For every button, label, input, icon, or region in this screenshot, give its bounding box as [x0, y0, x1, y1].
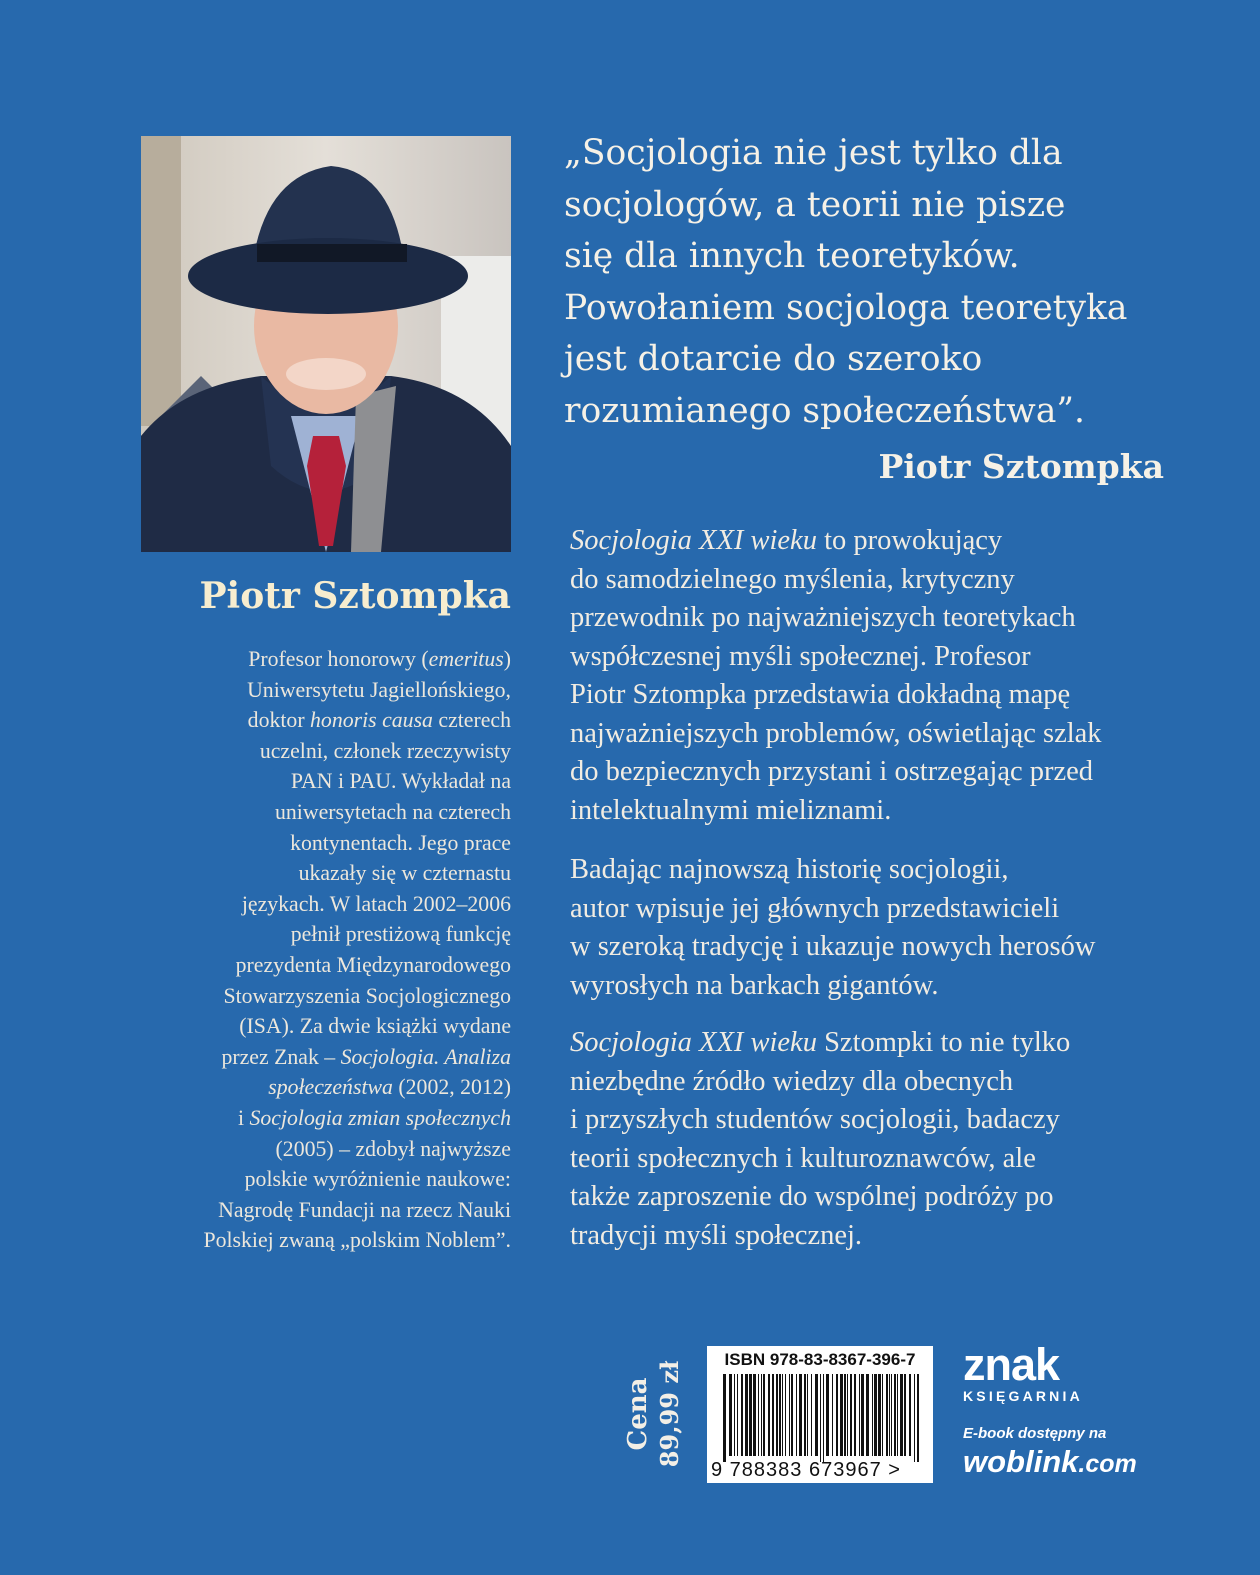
barcode-bars — [723, 1374, 923, 1462]
bio-line: pełnił prestiżową funkcję — [290, 922, 511, 947]
author-bio — [141, 644, 511, 1256]
barcode-bar — [749, 1374, 752, 1456]
bio-line: i Socjologia zmian społecznych — [237, 1105, 511, 1130]
barcode-bar — [914, 1374, 915, 1462]
bio-line: językach. W latach 2002–2006 — [241, 891, 511, 916]
barcode-bar — [820, 1374, 821, 1462]
bio-line: przez Znak – Socjologia. Analiza — [221, 1044, 511, 1069]
desc3-line: tradycji myśli społecznej. — [570, 1219, 863, 1251]
barcode-bar — [734, 1374, 735, 1456]
barcode-bar — [832, 1374, 833, 1456]
bio-line: (2005) – zdobył najwyższe — [275, 1136, 511, 1161]
author-photo — [141, 136, 511, 552]
woblink-logo-tld: .com — [1078, 1450, 1137, 1478]
desc2-line: autor wpisuje jej głównych przedstawicieli — [570, 892, 1060, 924]
barcode-bar — [758, 1374, 759, 1456]
barcode-bar — [768, 1374, 770, 1456]
quote-line: Powołaniem socjologa teoretyka — [564, 287, 1128, 328]
description-paragraph-2 — [570, 851, 1180, 1005]
barcode-bar — [897, 1374, 898, 1456]
quote-line: socjologów, a teorii nie pisze — [564, 184, 1066, 225]
bio-line: doktor honoris causa czterech — [247, 708, 511, 733]
barcode-bar — [894, 1374, 896, 1456]
isbn-label: ISBN 978-83-8367-396-7 — [724, 1350, 916, 1369]
barcode-bar — [723, 1374, 726, 1462]
desc1-line: intelektualnymi mieliznami. — [570, 794, 892, 826]
barcode-bar — [891, 1374, 892, 1456]
barcode-bar — [804, 1374, 806, 1456]
barcode-bar — [900, 1374, 903, 1456]
desc1-line: Piotr Sztompka przedstawia dokładną mapę — [570, 679, 1071, 710]
barcode-bar — [909, 1374, 911, 1456]
znak-logo-subtitle: KSIĘGARNIA — [963, 1388, 1083, 1404]
ean-number: 9 788383 673967 > — [711, 1459, 901, 1481]
bio-line: kontynentach. Jego prace — [290, 830, 511, 855]
bio-line: Uniwersytetu Jagiellońskiego, — [247, 677, 511, 702]
desc1-line: do samodzielnego myślenia, krytyczny — [570, 563, 1015, 595]
desc2-line: wyrosłych na barkach gigantów. — [570, 969, 939, 1001]
barcode-bar — [872, 1374, 873, 1456]
isbn-barcode — [707, 1346, 933, 1483]
bio-line: polskie wyróżnienie naukowe: — [244, 1167, 511, 1192]
barcode-bar — [745, 1374, 748, 1456]
barcode-bar — [779, 1374, 781, 1456]
ebook-note: E-book dostępny na — [963, 1425, 1107, 1442]
bio-line: społeczeństwa (2002, 2012) — [268, 1075, 511, 1100]
barcode-bar — [847, 1374, 848, 1456]
bio-line: uczelni, członek rzeczywisty — [259, 738, 511, 763]
author-name: Piotr Sztompka — [199, 575, 511, 617]
barcode-bar — [840, 1374, 843, 1456]
quote — [564, 128, 1184, 437]
description-paragraph-1 — [570, 522, 1180, 830]
quote-line: „Socjologia nie jest tylko dla — [564, 133, 1063, 173]
desc2-line: Badając najnowszą historię socjologii, — [570, 854, 1009, 885]
barcode-bar — [889, 1374, 890, 1456]
barcode-bar — [763, 1374, 765, 1456]
bio-line: Profesor honorowy (emeritus) — [248, 647, 511, 671]
barcode-bar — [850, 1374, 852, 1456]
price-label: Cena — [623, 1377, 653, 1451]
bio-line: Polskiej zwaną „polskim Noblem”. — [203, 1228, 511, 1253]
barcode-bar — [854, 1374, 856, 1456]
barcode-bar — [729, 1374, 732, 1456]
quote-line: się dla innych teoretyków. — [564, 236, 1020, 276]
barcode-bar — [811, 1374, 812, 1456]
quote-line: rozumianego społeczeństwa”. — [564, 390, 1086, 431]
barcode-bar — [844, 1374, 846, 1456]
woblink-logo — [963, 1444, 1137, 1480]
barcode-bar — [799, 1374, 802, 1456]
bio-line: uniwersytetach na czterech — [275, 799, 511, 824]
bio-line: (ISA). Za dwie książki wydane — [239, 1014, 511, 1039]
desc3-line: także zaproszenie do wspólnej podróży po — [570, 1181, 1054, 1212]
barcode-bar — [789, 1374, 790, 1456]
barcode-bar — [861, 1374, 864, 1456]
barcode-bar — [753, 1374, 756, 1456]
barcode-bar — [807, 1374, 808, 1456]
bio-line: Nagrodę Fundacji na rzecz Nauki — [218, 1197, 511, 1222]
barcode-bar — [782, 1374, 783, 1456]
desc1-line: Socjologia XXI wieku to prowokujący — [570, 525, 1003, 556]
barcode-bar — [772, 1374, 774, 1456]
barcode-bar — [878, 1374, 881, 1456]
barcode-bar — [796, 1374, 797, 1456]
barcode-bar — [904, 1374, 906, 1456]
quote-author: Piotr Sztompka — [878, 447, 1164, 486]
description-paragraph-3 — [570, 1024, 1180, 1255]
desc1-line: przewodnik po najważniejszych teoretykach — [570, 602, 1076, 633]
barcode-bar — [882, 1374, 883, 1456]
desc3-line: teorii społecznych i kulturoznawców, ale — [570, 1142, 1036, 1174]
barcode-bar — [836, 1374, 838, 1456]
barcode-bar — [815, 1374, 818, 1456]
barcode-bar — [761, 1374, 762, 1456]
desc3-line: Socjologia XXI wieku Sztompki to nie tylko — [570, 1027, 1071, 1058]
bio-line: prezydenta Międzynarodowego — [235, 952, 511, 977]
bio-line: PAN i PAU. Wykładał na — [290, 769, 511, 794]
barcode-bar — [874, 1374, 877, 1456]
znak-logo: znak — [963, 1339, 1060, 1390]
barcode-bar — [859, 1374, 860, 1456]
barcode-bar — [791, 1374, 793, 1456]
price-block — [622, 1349, 692, 1479]
woblink-logo-main: woblink — [963, 1444, 1079, 1479]
desc3-line: niezbędne źródło wiedzy dla obecnych — [570, 1065, 1014, 1097]
bio-line: Stowarzyszenia Socjologicznego — [223, 983, 511, 1008]
barcode-bar — [776, 1374, 778, 1456]
barcode-bar — [917, 1374, 919, 1462]
desc2-line: w szeroką tradycję i ukazuje nowych herosów — [570, 931, 1096, 962]
author-portrait-illustration — [141, 136, 511, 552]
barcode-bar — [823, 1374, 824, 1462]
barcode-bar — [737, 1374, 738, 1456]
desc3-line: i przyszłych studentów socjologii, badaczy — [570, 1104, 1060, 1135]
desc1-line: najważniejszych problemów, oświetlając szlak — [570, 717, 1102, 749]
desc1-line: do bezpiecznych przystani i ostrzegając przed — [570, 756, 1094, 787]
barcode-bar — [866, 1374, 869, 1456]
barcode-bar — [785, 1374, 786, 1456]
barcode-bar — [886, 1374, 888, 1456]
quote-line: jest dotarcie do szeroko — [564, 339, 983, 379]
barcode-bar — [826, 1374, 829, 1456]
price-value: 89,99 zł — [655, 1360, 684, 1468]
barcode-bar — [741, 1374, 743, 1456]
bio-line: ukazały się w czternastu — [298, 861, 511, 886]
desc1-line: współczesnej myśli społecznej. Profesor — [570, 640, 1031, 672]
